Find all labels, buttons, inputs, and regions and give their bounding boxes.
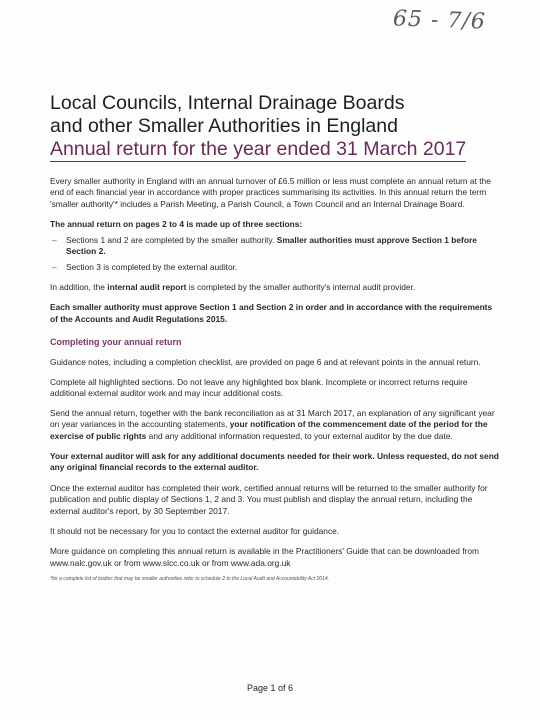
internal-audit-post: is completed by the smaller authority's internal audit provider. bbox=[186, 281, 416, 292]
document-body bbox=[50, 92, 500, 582]
once-completed-paragraph: Once the external auditor has completed their work, certified annual returns will be returned to the smaller authority for publication and public display of Sections 1, 2 and 3. You must publish and display the annual return, including the external auditor's report, by 30 September 2017. bbox=[50, 482, 488, 516]
dash-bullet-icon: – bbox=[52, 234, 57, 245]
page-number: Page 1 of 6 bbox=[246, 683, 294, 693]
approve-statement: Each smaller authority must approve Section 1 and Section 2 in order and in accordance with the requirements of the Accounts and Audit Regulations 2015. bbox=[50, 302, 493, 324]
sections-list bbox=[50, 235, 500, 274]
external-auditor-paragraph: Your external auditor will ask for any additional documents needed for their work. Unless requested, do not send any original financial records to the external auditor. bbox=[50, 450, 499, 473]
internal-audit-pre: In addition, the bbox=[50, 281, 108, 292]
intro-paragraph: Every smaller authority in England with an annual turnover of £6.5 million or less must complete an annual return at the end of each financial year in accordance with proper practices summarising its activities. In this annual return the term 'smaller authority'* includes a Parish Meeting, a Parish Council, a Town Council and an Internal Drainage Board. bbox=[50, 176, 491, 209]
more-guidance-paragraph: More guidance on completing this annual return is available in the Practitioners' Guide that can be downloaded from www.nalc.gov.uk or from www.slcc.co.uk or from www.ada.org.uk bbox=[50, 546, 479, 568]
list-item bbox=[50, 262, 500, 273]
not-necessary-paragraph: It should not be necessary for you to contact the external auditor for guidance. bbox=[50, 525, 340, 536]
list-item bbox=[50, 235, 500, 258]
send-paragraph bbox=[50, 408, 500, 442]
internal-audit-bold: internal audit report bbox=[107, 281, 187, 292]
internal-audit-paragraph bbox=[50, 282, 500, 293]
dash-bullet-icon: – bbox=[52, 262, 57, 273]
section-item-1-text: Sections 1 and 2 are completed by the smaller authority. bbox=[66, 234, 277, 245]
send-pre: Send the annual return, together with the bank reconciliation as at 31 March 2017, an explanation of any significant year on year variances in the accounting statements, bbox=[50, 407, 495, 430]
highlighted-paragraph: Complete all highlighted sections. Do not leave any highlighted box blank. Incomplete or incorrect returns require additional external auditor work and may incur additional costs. bbox=[50, 376, 468, 399]
title-line-2: and other Smaller Authorities in England bbox=[50, 115, 398, 137]
title-line-1: Local Councils, Internal Drainage Boards bbox=[50, 92, 405, 114]
completing-heading: Completing your annual return bbox=[50, 337, 182, 348]
footnote: *for a complete list of bodies that may be smaller authorities refer to schedule 2 to the Local Audit and Accountability Act 2014. bbox=[50, 576, 330, 583]
send-post: and any additional information requested, to your external auditor by the due date. bbox=[146, 430, 453, 441]
sections-heading: The annual return on pages 2 to 4 is made up of three sections: bbox=[50, 219, 303, 230]
guidance-notes-paragraph: Guidance notes, including a completion checklist, are provided on page 6 and at relevant points in the annual return. bbox=[50, 357, 481, 368]
page-subtitle: Annual return for the year ended 31 March 2017 bbox=[50, 138, 467, 160]
send-bold: your notification of the commencement date of the period for the exercise of public rights bbox=[50, 419, 488, 441]
section-item-1-bold: Smaller authorities must approve Section 1 before Section 2. bbox=[66, 234, 477, 257]
section-item-2-text: Section 3 is completed by the external auditor. bbox=[66, 262, 238, 273]
handwritten-annotation: 65 - 7/6 bbox=[392, 6, 487, 35]
